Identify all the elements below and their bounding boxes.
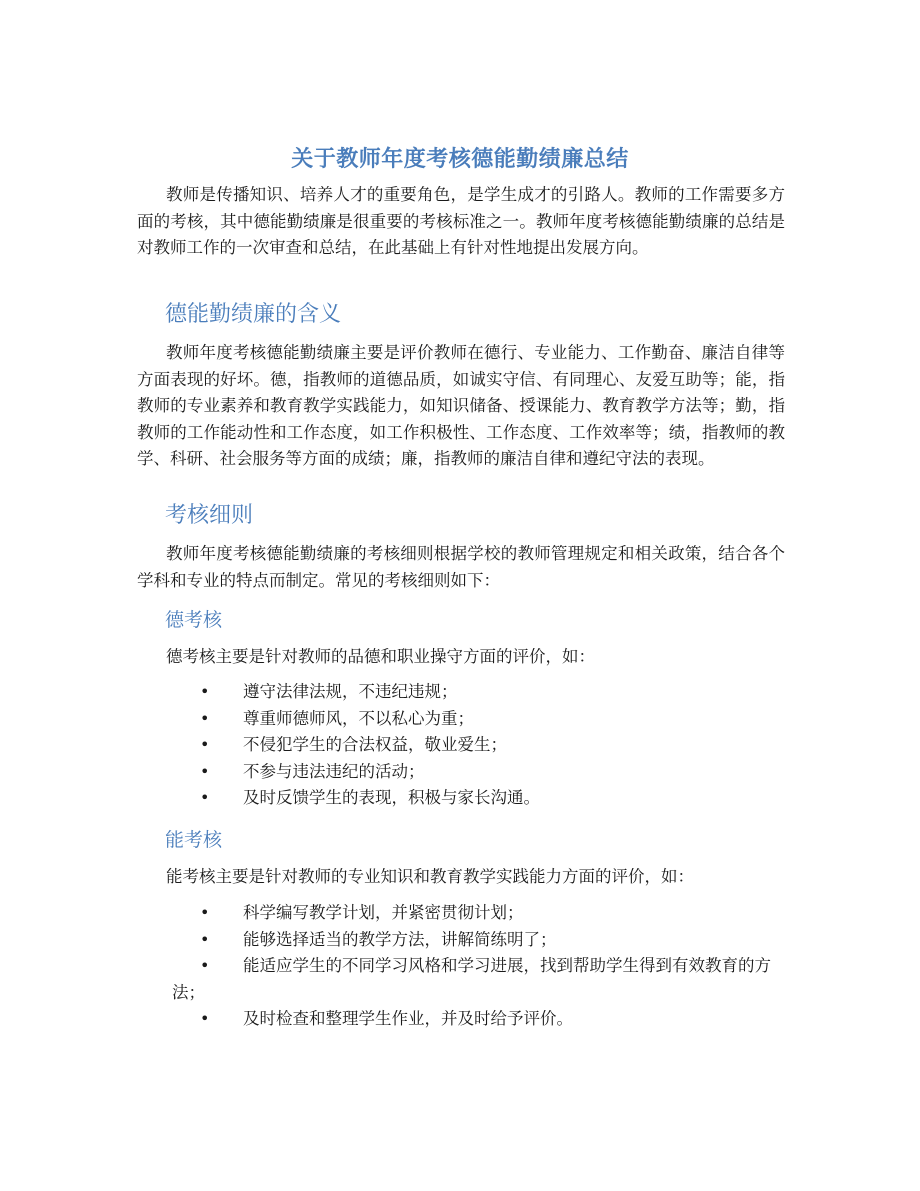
list-item <box>172 927 786 954</box>
list-item-text: 不侵犯学生的合法权益，敬业爱生； <box>243 735 507 754</box>
list-item-text: 及时反馈学生的表现，积极与家长沟通。 <box>243 788 540 807</box>
list-item <box>172 953 786 1006</box>
bullet-icon: • <box>200 735 210 754</box>
bullet-icon: • <box>200 903 210 922</box>
neng-lead-paragraph: 能考核主要是针对教师的专业知识和教育教学实践能力方面的评价，如： <box>166 867 694 886</box>
list-item-text: 及时检查和整理学生作业，并及时给予评价。 <box>243 1009 573 1028</box>
de-lead-paragraph: 德考核主要是针对教师的品德和职业操守方面的评价，如： <box>166 647 595 666</box>
bullet-icon: • <box>200 929 210 949</box>
bullet-icon: • <box>200 1009 210 1028</box>
section-heading-rules: 考核细则 <box>165 503 254 528</box>
bullet-icon: • <box>200 788 210 807</box>
list-item-text: 能够选择适当的教学方法，讲解简练明了； <box>243 929 557 949</box>
list-item <box>172 679 786 706</box>
list-item-text: 能适应学生的不同学习风格和学习进展，找到帮助学生得到有效教育的方法； <box>172 956 771 1002</box>
list-item-text: 不参与违法违纪的活动； <box>243 761 425 781</box>
list-item <box>172 900 786 927</box>
intro-paragraph: 教师是传播知识、培养人才的重要角色，是学生成才的引路人。教师的工作需要多方面的考核，其中德能勤绩廉是很重要的考核标准之一。教师年度考核德能勤绩廉的总结是对教师工作的一次审查和总结，在此基础上有针对性地提出发展方向。 <box>137 185 785 257</box>
bullet-icon: • <box>200 708 210 728</box>
list-item-text: 科学编写教学计划，并紧密贯彻计划； <box>243 903 524 922</box>
de-criteria-list <box>172 679 786 812</box>
meaning-paragraph: 教师年度考核德能勤绩廉主要是评价教师在德行、专业能力、工作勤奋、廉洁自律等方面表现的好坏。德，指教师的道德品质，如诚实守信、有同理心、友爱互助等；能，指教师的专业素养和教育教学实践能力，如知识储备、授课能力、教育教学方法等；勤，指教师的工作能动性和工作态度，如工作积极性、工作态度、工作效率等；绩，指教师的教学、科研、社会服务等方面的成绩；廉，指教师的廉洁自律和遵纪守法的表现。 <box>137 343 785 468</box>
subheading-de: 德考核 <box>165 609 223 631</box>
list-item-text: 遵守法律法规，不违纪违规； <box>243 682 458 701</box>
bullet-icon: • <box>200 761 210 781</box>
rules-paragraph: 教师年度考核德能勤绩廉的考核细则根据学校的教师管理规定和相关政策，结合各个学科和专业的特点而制定。常见的考核细则如下： <box>137 544 785 590</box>
document-title: 关于教师年度考核德能勤绩廉总结 <box>291 147 629 172</box>
bullet-icon: • <box>200 682 210 701</box>
bullet-icon: • <box>200 956 210 975</box>
list-item <box>172 759 786 786</box>
section-heading-meaning: 德能勤绩廉的含义 <box>165 302 342 327</box>
list-item <box>172 785 786 812</box>
list-item-text: 尊重师德师风，不以私心为重； <box>243 708 474 728</box>
list-item <box>172 1006 786 1033</box>
subheading-neng: 能考核 <box>165 829 223 851</box>
list-item <box>172 706 786 733</box>
list-item <box>172 732 786 759</box>
neng-criteria-list <box>172 900 786 1033</box>
